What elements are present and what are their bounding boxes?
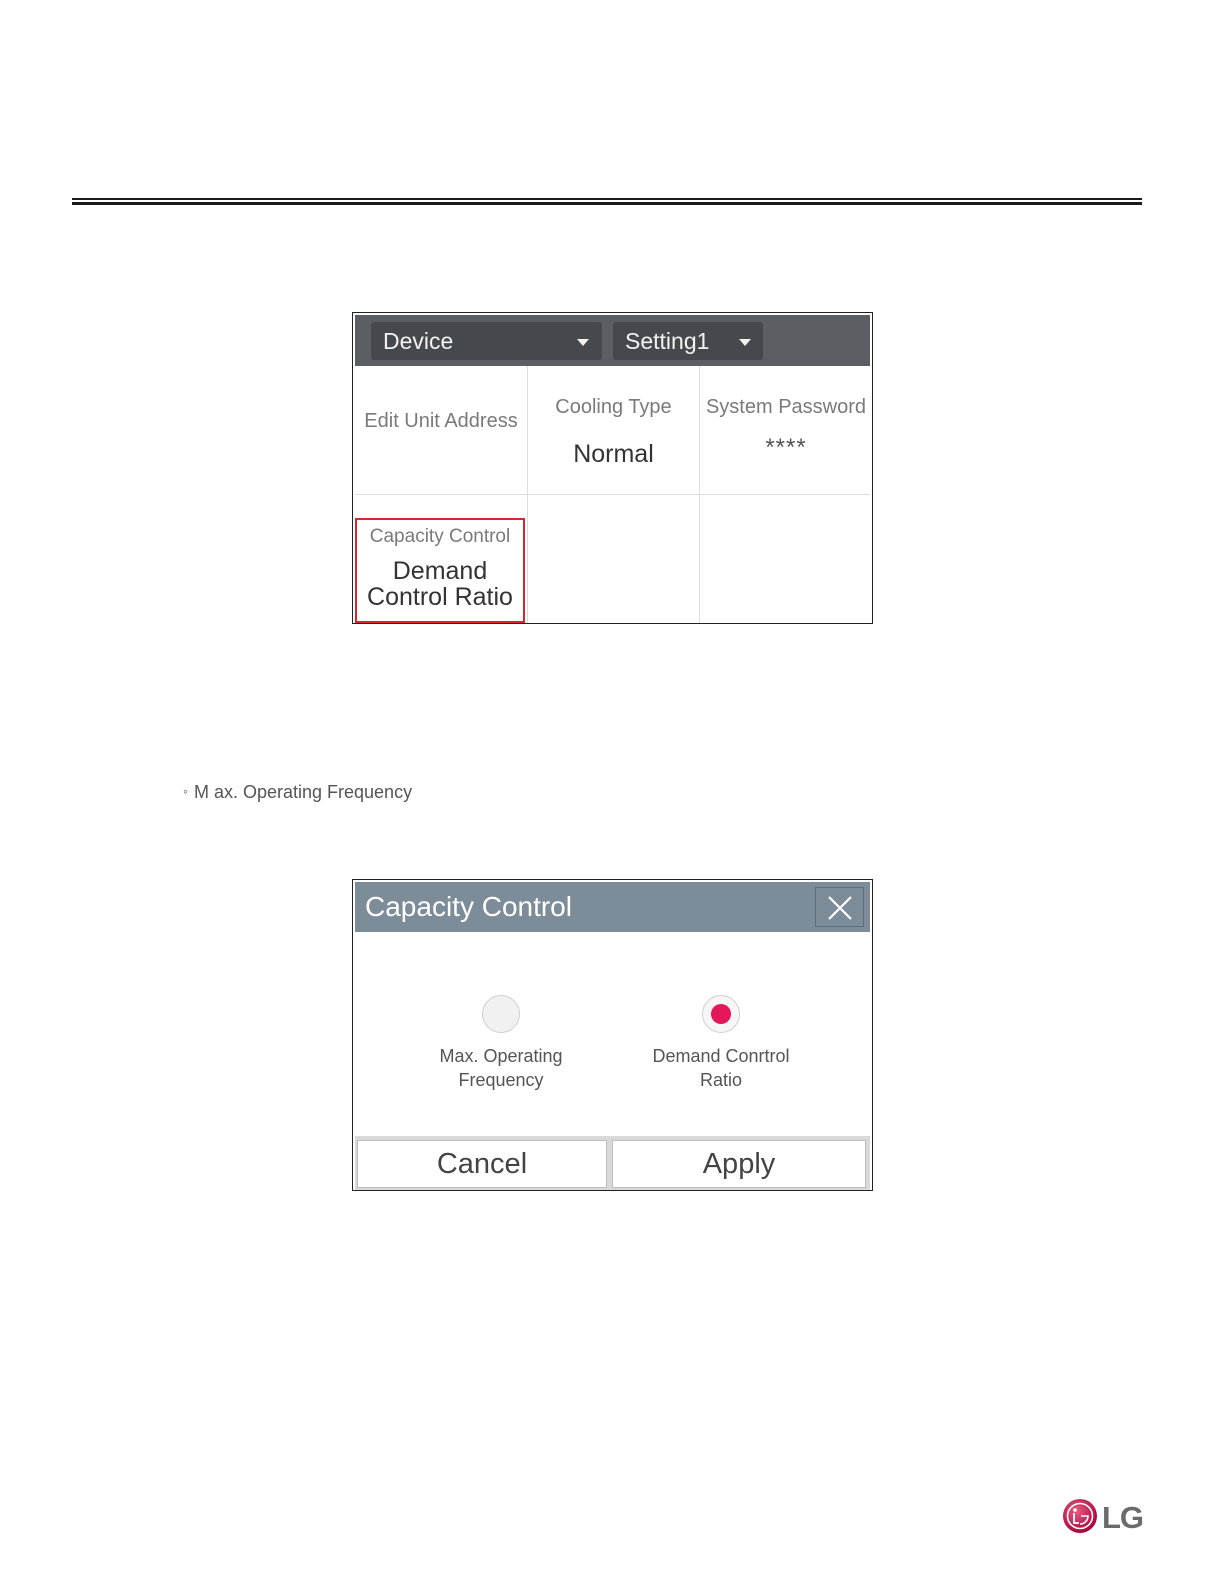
- capacity-control-label: Capacity Control: [369, 526, 511, 547]
- rule-line-top: [72, 198, 1142, 200]
- dialog-titlebar: [355, 882, 870, 932]
- edit-unit-address-cell[interactable]: [355, 366, 527, 494]
- system-password-label: System Password: [705, 396, 867, 418]
- cooling-type-label: Cooling Type: [555, 396, 672, 418]
- setting-dropdown-label: Setting1: [625, 328, 710, 354]
- device-dropdown[interactable]: [371, 322, 602, 360]
- cooling-type-value: Normal: [573, 440, 654, 468]
- option-label: Demand Conrtrol Ratio: [652, 1046, 790, 1090]
- option-max-operating-frequency[interactable]: [401, 995, 601, 1092]
- radio-button-unselected[interactable]: [482, 995, 520, 1033]
- radio-selected-dot-icon: [711, 1004, 731, 1024]
- lg-logo: [1062, 1498, 1144, 1536]
- lg-face-icon: [1062, 1498, 1098, 1534]
- rule-line-bottom: [72, 202, 1142, 205]
- close-icon: [828, 896, 852, 920]
- header-double-rule: [72, 198, 1142, 207]
- device-dropdown-label: Device: [383, 328, 454, 354]
- system-password-cell[interactable]: [700, 366, 872, 494]
- apply-button[interactable]: Apply: [612, 1140, 866, 1188]
- settings-toolbar: [355, 315, 870, 366]
- bullet-icon: ◦: [183, 783, 188, 799]
- dialog-footer: [355, 1136, 870, 1190]
- option-demand-control-ratio[interactable]: [621, 995, 821, 1092]
- chevron-down-icon: [739, 339, 751, 346]
- cancel-button[interactable]: Cancel: [357, 1140, 607, 1188]
- option-label: Max. Operating Frequency: [439, 1046, 563, 1090]
- cooling-type-cell[interactable]: [528, 366, 699, 494]
- radio-button-selected[interactable]: [702, 995, 740, 1033]
- close-button[interactable]: [815, 887, 864, 927]
- lg-logo-text: LG: [1102, 1500, 1144, 1535]
- capacity-control-dialog: [352, 879, 873, 1191]
- edit-unit-address-label: Edit Unit Address: [364, 410, 518, 432]
- capacity-control-cell[interactable]: [355, 518, 525, 623]
- settings-screenshot: [352, 312, 873, 624]
- setting-dropdown[interactable]: [613, 322, 763, 360]
- dialog-title: Capacity Control: [365, 891, 572, 922]
- bullet-item: [183, 782, 412, 803]
- chevron-down-icon: [577, 339, 589, 346]
- bullet-item-text: M ax. Operating Frequency: [193, 782, 413, 802]
- system-password-value: ****: [765, 434, 807, 461]
- grid-divider: [355, 494, 870, 495]
- capacity-control-value: Demand Control Ratio: [367, 557, 513, 611]
